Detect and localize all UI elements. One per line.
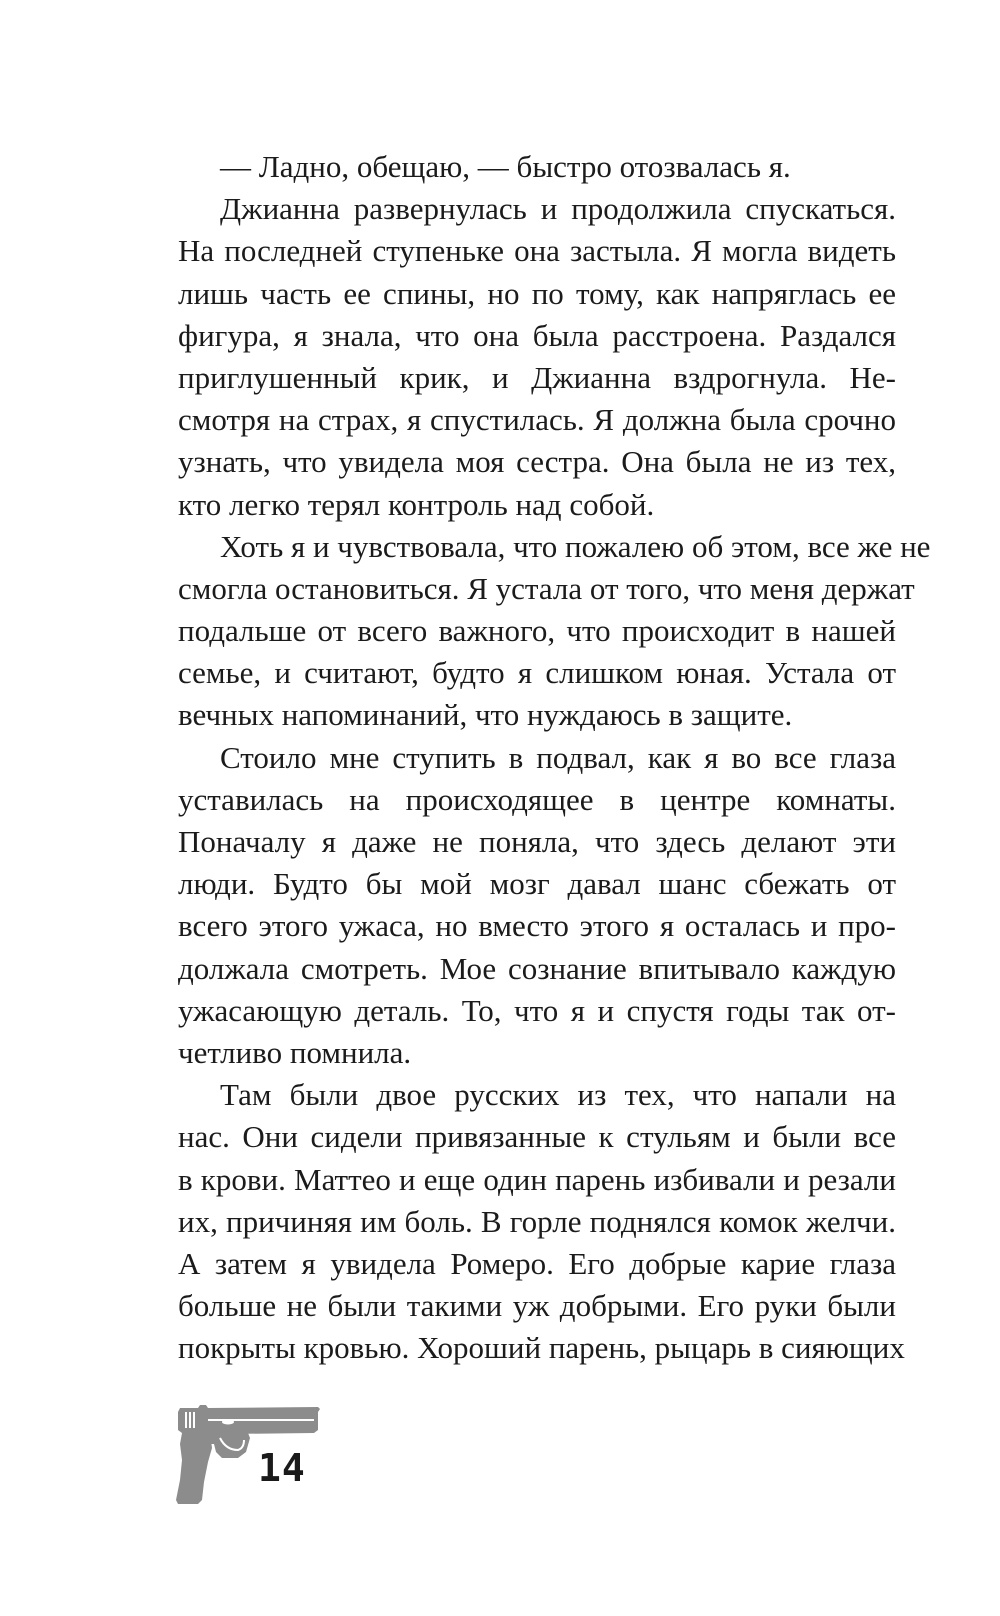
text-line: приглушенный крик, и Джианна вздрогнула. Не-: [178, 359, 896, 395]
text-line: Хоть я и чувствовала, что пожалею об этом, все же не: [220, 528, 931, 564]
body-text: [178, 146, 931, 1369]
text-line: На последней ступеньке она застыла. Я могла видеть: [178, 233, 896, 269]
text-line: А затем я увидела Ромеро. Его добрые карие глаза: [178, 1245, 896, 1281]
text-line: ужасающую деталь. То, что я и спустя годы так от-: [178, 992, 896, 1028]
text-line: всего этого ужаса, но вместо этого я осталась и про-: [178, 908, 896, 944]
text-line: узнать, что увидела моя сестра. Она была не из тех,: [178, 444, 896, 480]
text-line: нас. Они сидели привязанные к стульям и были все: [178, 1119, 896, 1155]
text-line: — Ладно, обещаю, — быстро отозвалась я.: [220, 149, 791, 184]
text-line: Там были двое русских из тех, что напали на: [220, 1077, 896, 1113]
text-line: Стоило мне ступить в подвал, как я во все глаза: [220, 739, 896, 775]
page-number: 14: [258, 1446, 306, 1490]
text-line: фигура, я знала, что она была расстроена. Раздался: [178, 317, 896, 353]
text-line: Поначалу я даже не поняла, что здесь делают эти: [178, 824, 896, 859]
text-line: семье, и считают, будто я слишком юная. Устала от: [178, 655, 896, 691]
text-line: покрыты кровью. Хороший парень, рыцарь в сияющих: [178, 1330, 905, 1366]
text-line: уставилась на происходящее в центре комнаты.: [178, 781, 896, 817]
text-line: лишь часть ее спины, но по тому, как напряглась ее: [178, 275, 896, 311]
text-line: Джианна развернулась и продолжила спускаться.: [220, 191, 896, 227]
text-line: люди. Будто бы мой мозг давал шанс сбежать от: [178, 866, 896, 902]
text-line: подальше от всего важного, что происходит в нашей: [178, 613, 896, 649]
text-line: вечных напоминаний, что нуждаюсь в защите.: [178, 697, 793, 733]
text-line: должала смотреть. Мое сознание впитывало каждую: [178, 950, 896, 986]
page-footer: [168, 1400, 388, 1510]
text-line: их, причиняя им боль. В горле поднялся комок желчи.: [178, 1203, 896, 1239]
text-line: кто легко терял контроль над собой.: [178, 486, 655, 522]
text-line: смогла остановиться. Я устала от того, что меня держат: [178, 570, 915, 606]
text-line: больше не были такими уж добрыми. Его руки были: [178, 1288, 896, 1324]
text-line: четливо помнила.: [178, 1034, 412, 1070]
text-line: в крови. Маттео и еще один парень избивали и резали: [178, 1161, 896, 1197]
text-line: смотря на страх, я спустилась. Я должна была срочно: [178, 402, 896, 438]
